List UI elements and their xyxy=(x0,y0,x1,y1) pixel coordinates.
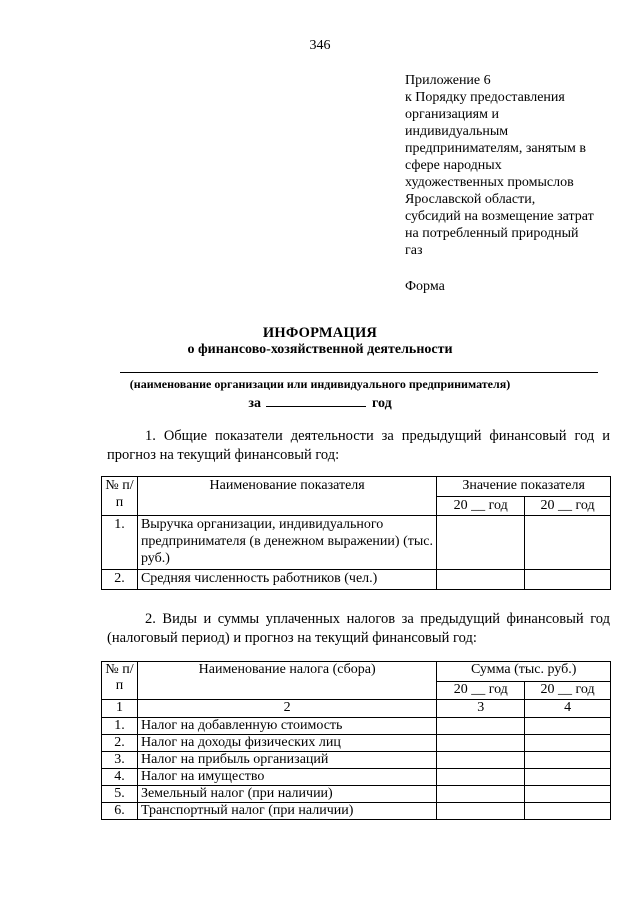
period-blank xyxy=(266,394,366,407)
header-year-b: 20 __ год xyxy=(525,497,611,516)
row-value-cell[interactable] xyxy=(437,803,525,820)
taxes-table xyxy=(101,661,611,820)
appendix-line: Приложение 6 xyxy=(405,73,491,88)
row-name: Налог на имущество xyxy=(137,769,436,786)
appendix-line: на потребленный природный xyxy=(405,226,579,241)
organization-name-line xyxy=(120,372,598,373)
row-value-cell[interactable] xyxy=(437,718,525,735)
header-tax-sum: Сумма (тыс. руб.) xyxy=(437,662,611,682)
row-name: Налог на прибыль организаций xyxy=(137,752,436,769)
section-2-body: 2. Виды и суммы уплаченных налогов за предыдущий финансовый год (налоговый период) и прогноз на текущий финансовый год: xyxy=(107,611,610,646)
appendix-note xyxy=(405,72,620,259)
document-title: ИНФОРМАЦИЯ xyxy=(262,325,378,341)
header-num: № п/п xyxy=(102,477,138,516)
row-value-cell[interactable] xyxy=(525,803,611,820)
col-number: 4 xyxy=(525,700,611,718)
row-value-cell[interactable] xyxy=(525,570,611,590)
row-num: 5. xyxy=(102,786,138,803)
row-name: Налог на добавленную стоимость xyxy=(137,718,436,735)
indicators-table xyxy=(101,476,611,590)
row-value-cell[interactable] xyxy=(437,735,525,752)
row-value-cell[interactable] xyxy=(437,516,525,570)
row-num: 4. xyxy=(102,769,138,786)
col-number: 2 xyxy=(137,700,436,718)
appendix-line: художественных промыслов xyxy=(405,175,574,190)
row-value-cell[interactable] xyxy=(525,786,611,803)
row-value-cell[interactable] xyxy=(525,516,611,570)
row-value-cell[interactable] xyxy=(437,786,525,803)
header-year-a: 20 __ год xyxy=(437,497,525,516)
row-num: 2. xyxy=(102,735,138,752)
section-1-body: 1. Общие показатели деятельности за предыдущий финансовый год и прогноз на текущий финансовый год: xyxy=(107,428,610,463)
row-name: Земельный налог (при наличии) xyxy=(137,786,436,803)
appendix-line: организациям и xyxy=(405,107,499,122)
col-number: 1 xyxy=(102,700,138,718)
row-name: Налог на доходы физических лиц xyxy=(137,735,436,752)
period-suffix: год xyxy=(371,396,392,411)
page-number: 346 xyxy=(309,38,331,53)
row-name: Выручка организации, индивидуального предпринимателя (в денежном выражении) (тыс. руб.) xyxy=(137,516,436,570)
row-value-cell[interactable] xyxy=(437,769,525,786)
appendix-line: сфере народных xyxy=(405,158,502,173)
section-2-text xyxy=(107,610,610,648)
row-num: 6. xyxy=(102,803,138,820)
row-value-cell[interactable] xyxy=(437,570,525,590)
row-num: 1. xyxy=(102,516,138,570)
col-number: 3 xyxy=(437,700,525,718)
row-name: Средняя численность работников (чел.) xyxy=(137,570,436,590)
period-prefix: за xyxy=(248,396,261,411)
header-num: № п/п xyxy=(102,662,138,700)
header-year-b: 20 __ год xyxy=(525,682,611,700)
appendix-line: к Порядку предоставления xyxy=(405,90,565,105)
row-name: Транспортный налог (при наличии) xyxy=(137,803,436,820)
header-indicator-name: Наименование показателя xyxy=(137,477,436,516)
appendix-line: индивидуальным xyxy=(405,124,509,139)
appendix-line: субсидий на возмещение затрат xyxy=(405,209,594,224)
row-value-cell[interactable] xyxy=(525,718,611,735)
header-year-a: 20 __ год xyxy=(437,682,525,700)
document-subtitle: о финансово-хозяйственной деятельности xyxy=(187,342,453,357)
form-label: Форма xyxy=(405,279,445,294)
row-value-cell[interactable] xyxy=(437,752,525,769)
row-num: 1. xyxy=(102,718,138,735)
row-num: 2. xyxy=(102,570,138,590)
period-line xyxy=(0,394,640,412)
row-value-cell[interactable] xyxy=(525,752,611,769)
header-tax-name: Наименование налога (сбора) xyxy=(137,662,436,700)
appendix-line: газ xyxy=(405,243,423,258)
row-value-cell[interactable] xyxy=(525,769,611,786)
row-value-cell[interactable] xyxy=(525,735,611,752)
organization-caption: (наименование организации или индивидуального предпринимателя) xyxy=(129,377,511,391)
appendix-line: Ярославской области, xyxy=(405,192,536,207)
appendix-line: предпринимателям, занятым в xyxy=(405,141,587,156)
header-indicator-value: Значение показателя xyxy=(437,477,611,497)
section-1-text xyxy=(107,427,610,465)
row-num: 3. xyxy=(102,752,138,769)
